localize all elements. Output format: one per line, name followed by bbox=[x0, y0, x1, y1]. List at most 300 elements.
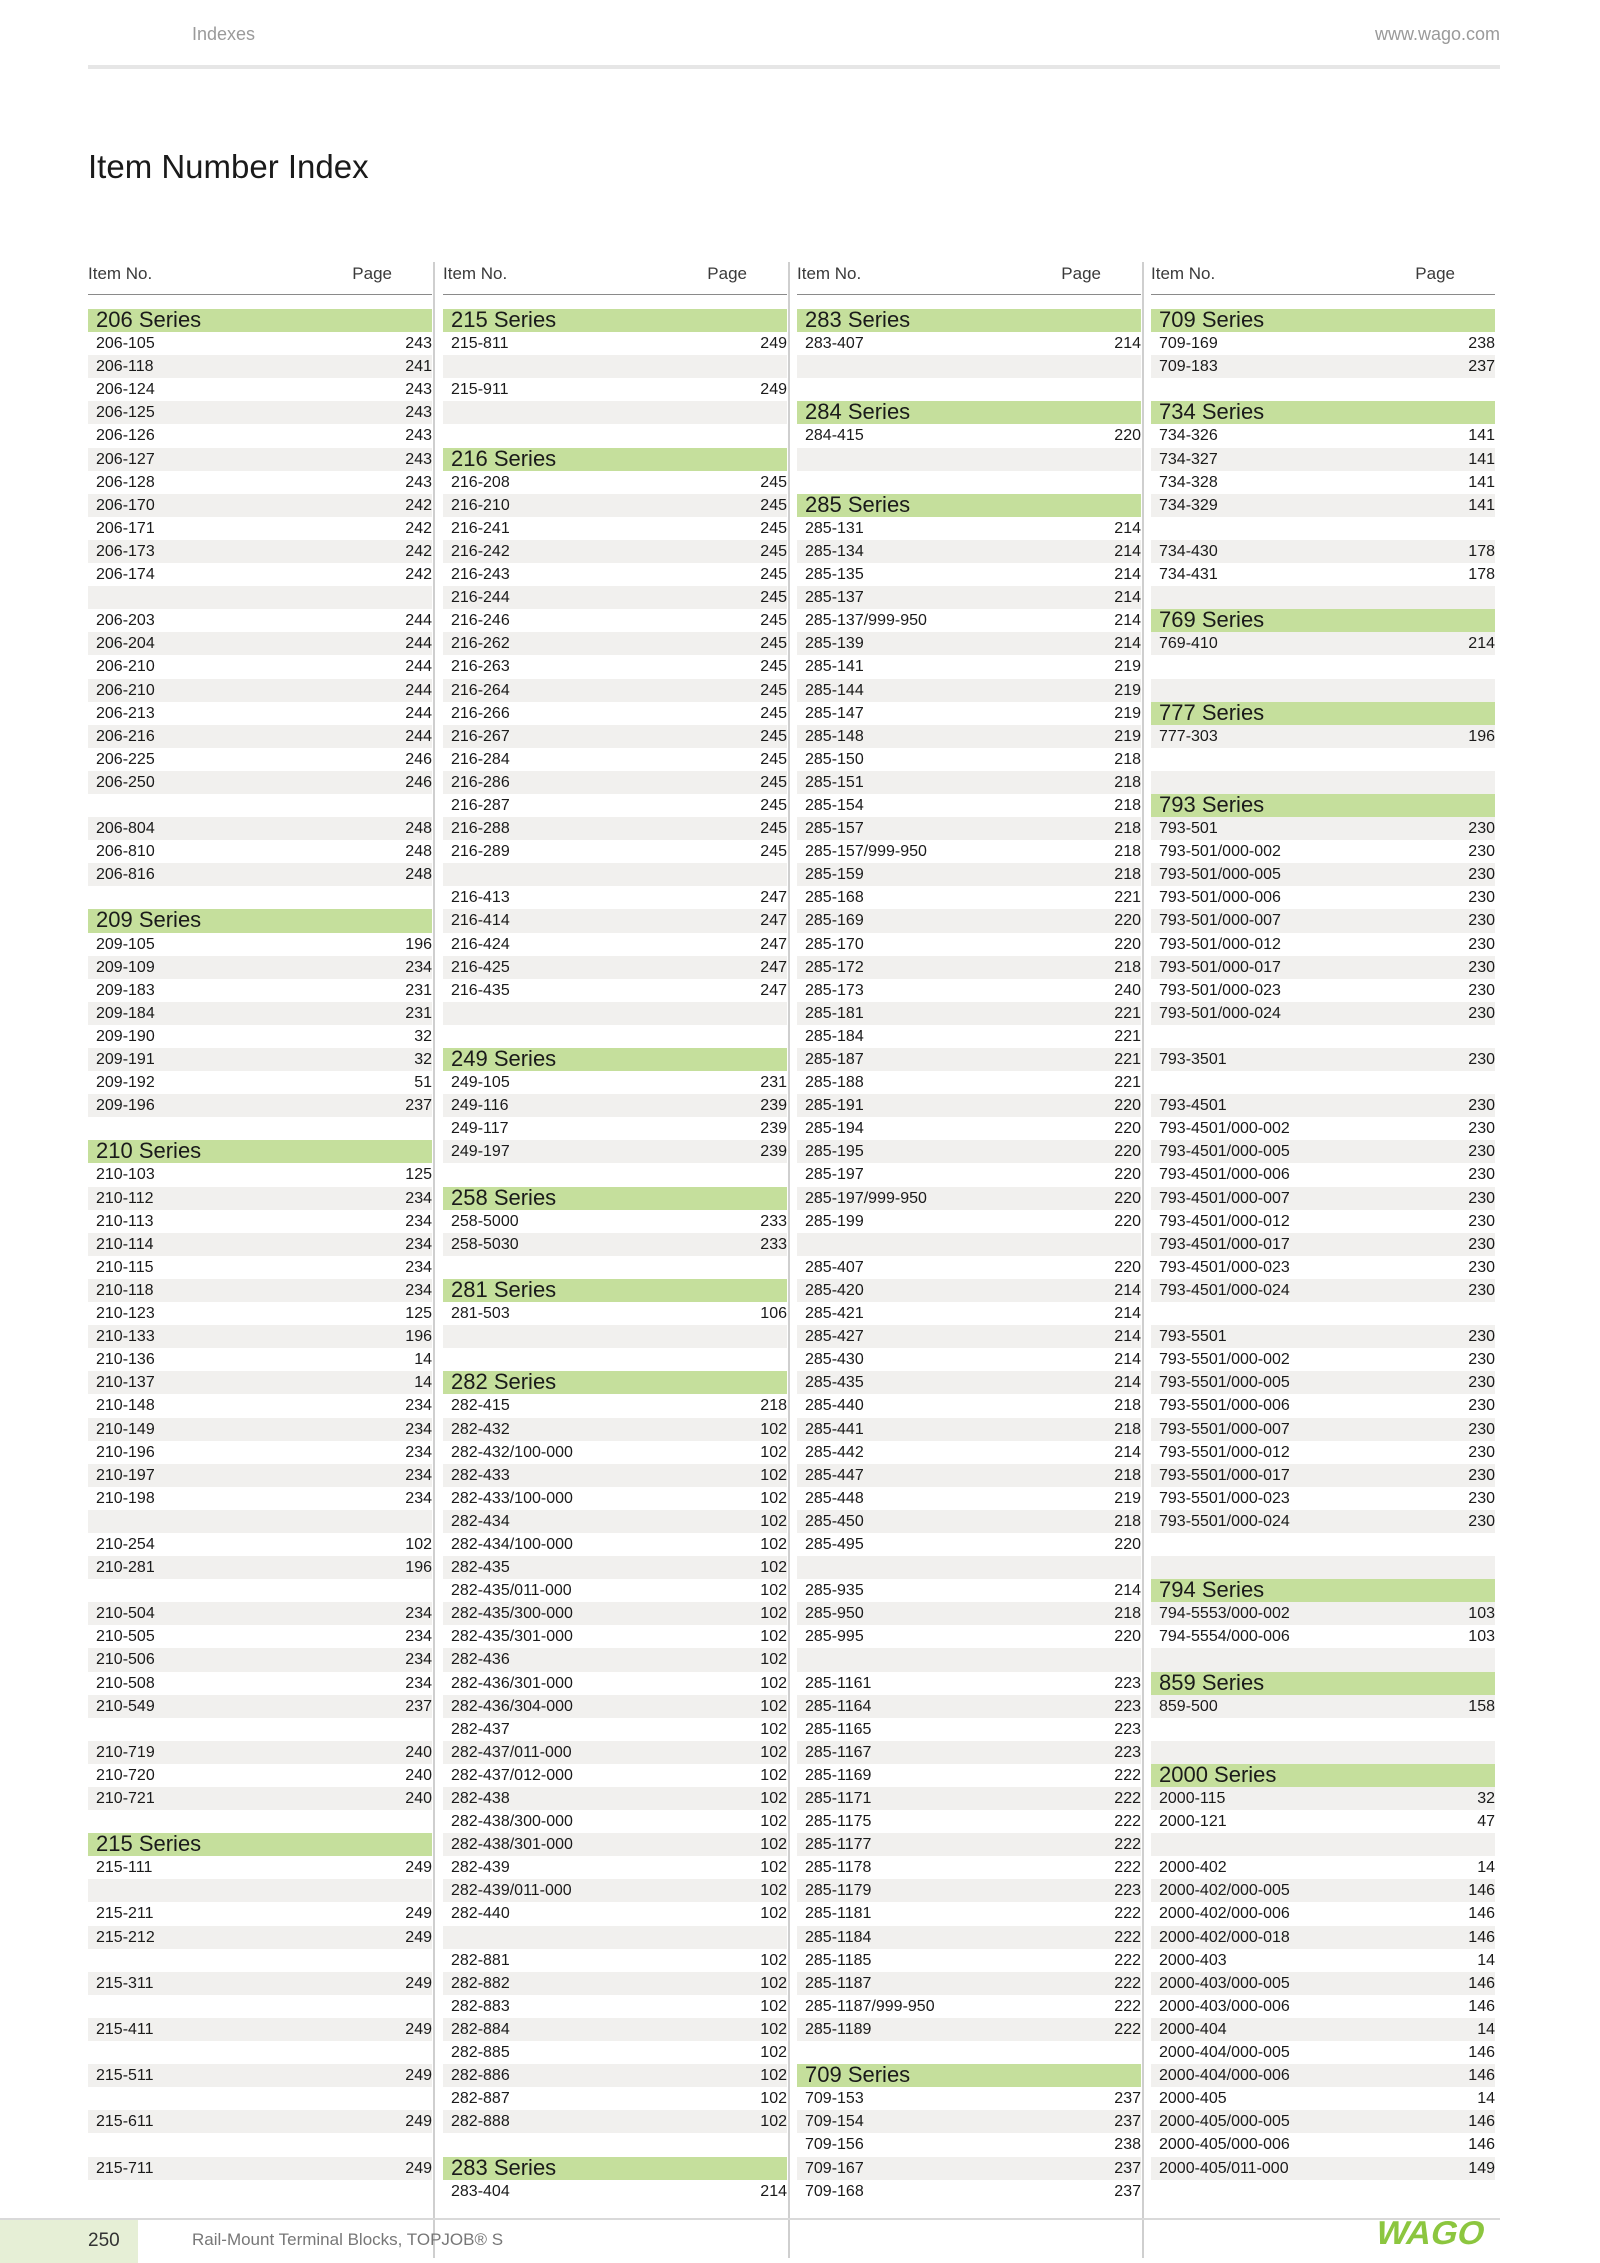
page-reference[interactable]: 230 bbox=[1468, 1351, 1495, 1369]
page-reference[interactable]: 230 bbox=[1468, 1004, 1495, 1022]
page-reference[interactable]: 234 bbox=[405, 1258, 432, 1276]
page-reference[interactable]: 14 bbox=[1477, 1951, 1495, 1969]
page-reference[interactable]: 248 bbox=[405, 866, 432, 884]
page-reference[interactable]: 221 bbox=[1114, 889, 1141, 907]
page-reference[interactable]: 102 bbox=[760, 2020, 787, 2038]
page-reference[interactable]: 222 bbox=[1114, 1766, 1141, 1784]
page-reference[interactable]: 146 bbox=[1468, 2044, 1495, 2062]
page-reference[interactable]: 141 bbox=[1468, 473, 1495, 491]
page-reference[interactable]: 196 bbox=[405, 1559, 432, 1577]
page-reference[interactable]: 234 bbox=[405, 1189, 432, 1207]
page-reference[interactable]: 246 bbox=[405, 773, 432, 791]
page-reference[interactable]: 220 bbox=[1114, 1143, 1141, 1161]
page-reference[interactable]: 102 bbox=[760, 1605, 787, 1623]
page-reference[interactable]: 222 bbox=[1114, 1928, 1141, 1946]
page-reference[interactable]: 102 bbox=[760, 1535, 787, 1553]
page-reference[interactable]: 239 bbox=[760, 1120, 787, 1138]
page-reference[interactable]: 146 bbox=[1468, 2067, 1495, 2085]
page-reference[interactable]: 230 bbox=[1468, 1489, 1495, 1507]
page-reference[interactable]: 218 bbox=[1114, 796, 1141, 814]
page-reference[interactable]: 237 bbox=[1114, 2159, 1141, 2177]
page-reference[interactable]: 102 bbox=[760, 2044, 787, 2062]
page-reference[interactable]: 218 bbox=[1114, 866, 1141, 884]
page-reference[interactable]: 222 bbox=[1114, 1790, 1141, 1807]
page-reference[interactable]: 249 bbox=[405, 1974, 432, 1992]
page-reference[interactable]: 220 bbox=[1114, 1258, 1141, 1276]
page-reference[interactable]: 47 bbox=[1477, 1813, 1495, 1831]
page-reference[interactable]: 221 bbox=[1114, 1004, 1141, 1022]
page-reference[interactable]: 248 bbox=[405, 820, 432, 838]
index-row bbox=[797, 1418, 1141, 1441]
page-reference[interactable]: 245 bbox=[760, 750, 787, 768]
item-number: 285-1167 bbox=[805, 1743, 872, 1761]
page-reference[interactable]: 196 bbox=[405, 1328, 432, 1346]
index-row bbox=[443, 1510, 787, 1533]
page-reference[interactable]: 230 bbox=[1468, 1258, 1495, 1276]
page-reference[interactable]: 222 bbox=[1114, 1859, 1141, 1877]
page-reference[interactable]: 240 bbox=[405, 1766, 432, 1784]
page-reference[interactable]: 249 bbox=[760, 335, 787, 353]
page-reference[interactable]: 230 bbox=[1468, 1212, 1495, 1230]
page-reference[interactable]: 102 bbox=[760, 2090, 787, 2108]
page-reference[interactable]: 102 bbox=[760, 1651, 787, 1669]
page-reference[interactable]: 230 bbox=[1468, 1397, 1495, 1415]
page-reference[interactable]: 234 bbox=[405, 1235, 432, 1253]
item-number: 734-430 bbox=[1159, 542, 1218, 560]
item-number: 285-495 bbox=[805, 1535, 864, 1553]
index-row bbox=[797, 933, 1141, 956]
page-reference[interactable]: 102 bbox=[760, 1628, 787, 1646]
page-reference[interactable]: 247 bbox=[760, 958, 787, 976]
index-row bbox=[88, 1279, 432, 1302]
page-reference[interactable]: 242 bbox=[405, 496, 432, 514]
page-reference[interactable]: 231 bbox=[760, 1074, 787, 1092]
page-reference[interactable]: 247 bbox=[760, 935, 787, 953]
page-reference[interactable]: 230 bbox=[1468, 1466, 1495, 1484]
page-reference[interactable]: 214 bbox=[1114, 566, 1141, 584]
item-number: 285-440 bbox=[805, 1397, 864, 1415]
page-reference[interactable]: 230 bbox=[1468, 1097, 1495, 1115]
page-reference[interactable]: 220 bbox=[1114, 1166, 1141, 1184]
page-reference[interactable]: 146 bbox=[1468, 1997, 1495, 2015]
page-reference[interactable]: 196 bbox=[1468, 727, 1495, 745]
blank-row bbox=[797, 355, 1141, 378]
page-reference[interactable]: 249 bbox=[405, 2020, 432, 2038]
page-reference[interactable]: 245 bbox=[760, 635, 787, 653]
page-reference[interactable]: 51 bbox=[414, 1074, 432, 1092]
page-reference[interactable]: 243 bbox=[405, 427, 432, 445]
page-reference[interactable]: 234 bbox=[405, 1489, 432, 1507]
page-reference[interactable]: 230 bbox=[1468, 1051, 1495, 1068]
page-reference[interactable]: 237 bbox=[1114, 2113, 1141, 2131]
page-reference[interactable]: 248 bbox=[405, 843, 432, 861]
page-reference[interactable]: 149 bbox=[1468, 2159, 1495, 2177]
item-number: 216-289 bbox=[451, 843, 510, 861]
page-reference[interactable]: 214 bbox=[1114, 335, 1141, 353]
page-reference[interactable]: 244 bbox=[405, 658, 432, 676]
page-reference[interactable]: 214 bbox=[1114, 612, 1141, 630]
index-row bbox=[797, 1348, 1141, 1371]
page-reference[interactable]: 245 bbox=[760, 704, 787, 722]
index-row bbox=[443, 725, 787, 748]
page-reference[interactable]: 245 bbox=[760, 473, 787, 491]
page-reference[interactable]: 102 bbox=[405, 1535, 432, 1553]
page-reference[interactable]: 219 bbox=[1114, 1489, 1141, 1507]
page-reference[interactable]: 237 bbox=[1114, 2090, 1141, 2108]
page-reference[interactable]: 102 bbox=[760, 1559, 787, 1577]
page-reference[interactable]: 218 bbox=[760, 1397, 787, 1415]
page-reference[interactable]: 230 bbox=[1468, 1328, 1495, 1346]
blank-row bbox=[1151, 1741, 1495, 1764]
blank-row bbox=[797, 471, 1141, 494]
page-reference[interactable]: 234 bbox=[405, 1466, 432, 1484]
page-reference[interactable]: 231 bbox=[405, 981, 432, 999]
page-reference[interactable]: 223 bbox=[1114, 1674, 1141, 1692]
page-reference[interactable]: 234 bbox=[405, 1212, 432, 1230]
page-reference[interactable]: 102 bbox=[760, 1813, 787, 1831]
page-reference[interactable]: 32 bbox=[1477, 1790, 1495, 1807]
page-reference[interactable]: 249 bbox=[405, 1905, 432, 1923]
item-number: 285-168 bbox=[805, 889, 864, 907]
page-reference[interactable]: 245 bbox=[760, 773, 787, 791]
index-row bbox=[1151, 1117, 1495, 1140]
page-reference[interactable]: 102 bbox=[760, 1836, 787, 1854]
item-number: 210-115 bbox=[96, 1258, 154, 1276]
header-website-link[interactable]: www.wago.com bbox=[1374, 24, 1500, 44]
page-reference[interactable]: 219 bbox=[1114, 681, 1141, 699]
page-reference[interactable]: 244 bbox=[405, 704, 432, 722]
page-reference[interactable]: 102 bbox=[760, 1420, 787, 1438]
page-reference[interactable]: 14 bbox=[1477, 1859, 1495, 1877]
page-reference[interactable]: 249 bbox=[405, 1859, 432, 1877]
page-reference[interactable]: 220 bbox=[1114, 1189, 1141, 1207]
page-reference[interactable]: 237 bbox=[1114, 2182, 1141, 2200]
blank-row bbox=[443, 1163, 787, 1186]
page-reference[interactable]: 231 bbox=[405, 1004, 432, 1022]
page-reference[interactable]: 249 bbox=[405, 1928, 432, 1946]
page-reference[interactable]: 214 bbox=[1114, 635, 1141, 653]
page-reference[interactable]: 219 bbox=[1114, 658, 1141, 676]
item-number: 285-137/999-950 bbox=[805, 612, 927, 630]
page-reference[interactable]: 214 bbox=[760, 2182, 787, 2200]
page-reference[interactable]: 245 bbox=[760, 612, 787, 630]
page-reference[interactable]: 218 bbox=[1114, 1605, 1141, 1623]
page-reference[interactable]: 102 bbox=[760, 2113, 787, 2131]
page-reference[interactable]: 214 bbox=[1114, 1281, 1141, 1299]
page-reference[interactable]: 234 bbox=[405, 1397, 432, 1415]
page-reference[interactable]: 240 bbox=[405, 1743, 432, 1761]
page-reference[interactable]: 245 bbox=[760, 727, 787, 745]
page-reference[interactable]: 230 bbox=[1468, 958, 1495, 976]
page-reference[interactable]: 243 bbox=[405, 450, 432, 468]
page-reference[interactable]: 102 bbox=[760, 1697, 787, 1715]
page-reference[interactable]: 146 bbox=[1468, 1882, 1495, 1900]
page-reference[interactable]: 14 bbox=[1477, 2020, 1495, 2038]
page-reference[interactable]: 230 bbox=[1468, 1120, 1495, 1138]
index-row bbox=[443, 1117, 787, 1140]
page-reference[interactable]: 230 bbox=[1468, 1235, 1495, 1253]
page-reference[interactable]: 245 bbox=[760, 496, 787, 514]
page-reference[interactable]: 230 bbox=[1468, 889, 1495, 907]
page-reference[interactable]: 103 bbox=[1468, 1605, 1495, 1623]
page-reference[interactable]: 178 bbox=[1468, 542, 1495, 560]
page-reference[interactable]: 233 bbox=[760, 1212, 787, 1230]
page-reference[interactable]: 214 bbox=[1114, 589, 1141, 607]
page-reference[interactable]: 249 bbox=[405, 2067, 432, 2085]
page-reference[interactable]: 223 bbox=[1114, 1882, 1141, 1900]
page-reference[interactable]: 221 bbox=[1114, 1074, 1141, 1092]
page-reference[interactable]: 214 bbox=[1114, 1305, 1141, 1323]
page-reference[interactable]: 230 bbox=[1468, 1420, 1495, 1438]
index-row bbox=[443, 979, 787, 1002]
item-number: 285-950 bbox=[805, 1605, 864, 1623]
page-reference[interactable]: 230 bbox=[1468, 1189, 1495, 1207]
page-reference[interactable]: 218 bbox=[1114, 773, 1141, 791]
page-reference[interactable]: 158 bbox=[1468, 1697, 1495, 1715]
page-reference[interactable]: 102 bbox=[760, 1512, 787, 1530]
page-reference[interactable]: 218 bbox=[1114, 958, 1141, 976]
series-heading-label: 734 Series bbox=[1159, 399, 1265, 425]
item-number: 210-123 bbox=[96, 1305, 155, 1323]
page-reference[interactable]: 146 bbox=[1468, 2136, 1495, 2154]
page-reference[interactable]: 141 bbox=[1468, 496, 1495, 514]
item-number: 282-435/301-000 bbox=[451, 1628, 573, 1646]
page-reference[interactable]: 14 bbox=[414, 1374, 432, 1392]
page-reference[interactable]: 214 bbox=[1114, 1328, 1141, 1346]
index-row bbox=[443, 2110, 787, 2133]
page-reference[interactable]: 239 bbox=[760, 1143, 787, 1161]
page-reference[interactable]: 245 bbox=[760, 589, 787, 607]
page-reference[interactable]: 14 bbox=[414, 1351, 432, 1369]
page-reference[interactable]: 241 bbox=[405, 358, 432, 376]
page-reference[interactable]: 102 bbox=[760, 1582, 787, 1600]
page-reference[interactable]: 223 bbox=[1114, 1720, 1141, 1738]
item-number: 285-1184 bbox=[805, 1928, 872, 1946]
page-reference[interactable]: 223 bbox=[1114, 1743, 1141, 1761]
item-number: 215-911 bbox=[451, 381, 509, 399]
index-row bbox=[443, 332, 787, 355]
page-reference[interactable]: 32 bbox=[414, 1051, 432, 1068]
page-reference[interactable]: 220 bbox=[1114, 427, 1141, 445]
page-reference[interactable]: 214 bbox=[1114, 1351, 1141, 1369]
page-reference[interactable]: 103 bbox=[1468, 1628, 1495, 1646]
page-reference[interactable]: 218 bbox=[1114, 750, 1141, 768]
page-reference[interactable]: 243 bbox=[405, 404, 432, 422]
page-reference[interactable]: 243 bbox=[405, 473, 432, 491]
page-reference[interactable]: 218 bbox=[1114, 1420, 1141, 1438]
page-reference[interactable]: 32 bbox=[414, 1027, 432, 1045]
page-reference[interactable]: 214 bbox=[1114, 1443, 1141, 1461]
page-reference[interactable]: 230 bbox=[1468, 1443, 1495, 1461]
page-reference[interactable]: 146 bbox=[1468, 1905, 1495, 1923]
page-reference[interactable]: 238 bbox=[1468, 335, 1495, 353]
page-reference[interactable]: 234 bbox=[405, 1443, 432, 1461]
page-reference[interactable]: 214 bbox=[1114, 519, 1141, 537]
page-reference[interactable]: 14 bbox=[1477, 2090, 1495, 2108]
page-reference[interactable]: 141 bbox=[1468, 427, 1495, 445]
page-reference[interactable]: 102 bbox=[760, 1859, 787, 1877]
page-reference[interactable]: 222 bbox=[1114, 1974, 1141, 1992]
page-reference[interactable]: 102 bbox=[760, 1882, 787, 1900]
page-reference[interactable]: 234 bbox=[405, 958, 432, 976]
page-reference[interactable]: 244 bbox=[405, 681, 432, 699]
page-reference[interactable]: 243 bbox=[405, 335, 432, 353]
item-number: 859-500 bbox=[1159, 1697, 1218, 1715]
page-reference[interactable]: 106 bbox=[760, 1305, 787, 1323]
page-reference[interactable]: 221 bbox=[1114, 1051, 1141, 1068]
page-reference[interactable]: 244 bbox=[405, 612, 432, 630]
page-reference[interactable]: 125 bbox=[405, 1305, 432, 1323]
page-reference[interactable]: 220 bbox=[1114, 1212, 1141, 1230]
blank-row bbox=[88, 1995, 432, 2018]
page-reference[interactable]: 242 bbox=[405, 566, 432, 584]
page-reference[interactable]: 230 bbox=[1468, 1281, 1495, 1299]
page-reference[interactable]: 221 bbox=[1114, 1027, 1141, 1045]
page-reference[interactable]: 242 bbox=[405, 519, 432, 537]
page-reference[interactable]: 222 bbox=[1114, 1813, 1141, 1831]
page-reference[interactable]: 230 bbox=[1468, 935, 1495, 953]
page-reference[interactable]: 247 bbox=[760, 889, 787, 907]
page-reference[interactable]: 218 bbox=[1114, 1466, 1141, 1484]
page-reference[interactable]: 222 bbox=[1114, 1836, 1141, 1854]
item-number: 285-1171 bbox=[805, 1790, 872, 1807]
page-reference[interactable]: 141 bbox=[1468, 450, 1495, 468]
page-reference[interactable]: 102 bbox=[760, 2067, 787, 2085]
page-reference[interactable]: 102 bbox=[760, 1974, 787, 1992]
page-reference[interactable]: 237 bbox=[405, 1097, 432, 1115]
page-reference[interactable]: 246 bbox=[405, 750, 432, 768]
page-reference[interactable]: 239 bbox=[760, 1097, 787, 1115]
page-reference[interactable]: 242 bbox=[405, 542, 432, 560]
page-reference[interactable]: 219 bbox=[1114, 727, 1141, 745]
page-reference[interactable]: 102 bbox=[760, 1905, 787, 1923]
page-reference[interactable]: 214 bbox=[1114, 542, 1141, 560]
page-reference[interactable]: 222 bbox=[1114, 1997, 1141, 2015]
page-reference[interactable]: 222 bbox=[1114, 1905, 1141, 1923]
page-reference[interactable]: 245 bbox=[760, 519, 787, 537]
page-reference[interactable]: 230 bbox=[1468, 1143, 1495, 1161]
page-reference[interactable]: 218 bbox=[1114, 1512, 1141, 1530]
page-reference[interactable]: 244 bbox=[405, 727, 432, 745]
page-reference[interactable]: 219 bbox=[1114, 704, 1141, 722]
page-reference[interactable]: 102 bbox=[760, 1720, 787, 1738]
page-reference[interactable]: 218 bbox=[1114, 1397, 1141, 1415]
page-reference[interactable]: 234 bbox=[405, 1628, 432, 1646]
page-reference[interactable]: 245 bbox=[760, 820, 787, 838]
page-reference[interactable]: 214 bbox=[1468, 635, 1495, 653]
page-reference[interactable]: 102 bbox=[760, 1790, 787, 1807]
page-reference[interactable]: 234 bbox=[405, 1281, 432, 1299]
page-reference[interactable]: 220 bbox=[1114, 1097, 1141, 1115]
page-reference[interactable]: 214 bbox=[1114, 1374, 1141, 1392]
page-reference[interactable]: 102 bbox=[760, 1443, 787, 1461]
page-reference[interactable]: 249 bbox=[405, 2113, 432, 2131]
item-number: 709-153 bbox=[805, 2090, 864, 2108]
page-reference[interactable]: 102 bbox=[760, 1466, 787, 1484]
page-reference[interactable]: 245 bbox=[760, 542, 787, 560]
page-reference[interactable]: 102 bbox=[760, 1674, 787, 1692]
page-reference[interactable]: 196 bbox=[405, 935, 432, 953]
index-row bbox=[1151, 2064, 1495, 2087]
page-reference[interactable]: 249 bbox=[405, 2159, 432, 2177]
series-heading bbox=[797, 491, 1141, 517]
page-reference[interactable]: 243 bbox=[405, 381, 432, 399]
page-reference[interactable]: 230 bbox=[1468, 1512, 1495, 1530]
page-reference[interactable]: 222 bbox=[1114, 1951, 1141, 1969]
page-reference[interactable]: 244 bbox=[405, 635, 432, 653]
page-reference[interactable]: 102 bbox=[760, 1489, 787, 1507]
page-reference[interactable]: 222 bbox=[1114, 2020, 1141, 2038]
page-reference[interactable]: 230 bbox=[1468, 1166, 1495, 1184]
footer-page-number: 250 bbox=[88, 2230, 120, 2251]
page-reference[interactable]: 233 bbox=[760, 1235, 787, 1253]
page-reference[interactable]: 245 bbox=[760, 566, 787, 584]
page-reference[interactable]: 125 bbox=[405, 1166, 432, 1184]
page-reference[interactable]: 234 bbox=[405, 1651, 432, 1669]
item-number: 215-811 bbox=[451, 335, 509, 353]
index-row bbox=[443, 679, 787, 702]
page-reference[interactable]: 146 bbox=[1468, 1928, 1495, 1946]
page-reference[interactable]: 237 bbox=[405, 1697, 432, 1715]
page-reference[interactable]: 218 bbox=[1114, 820, 1141, 838]
page-reference[interactable]: 218 bbox=[1114, 843, 1141, 861]
page-reference[interactable]: 230 bbox=[1468, 820, 1495, 838]
page-reference[interactable]: 214 bbox=[1114, 1582, 1141, 1600]
item-number: 2000-404/000-006 bbox=[1159, 2067, 1290, 2085]
page-reference[interactable]: 102 bbox=[760, 1951, 787, 1969]
page-reference[interactable]: 245 bbox=[760, 658, 787, 676]
page-reference[interactable]: 234 bbox=[405, 1674, 432, 1692]
page-reference[interactable]: 102 bbox=[760, 1766, 787, 1784]
item-number: 249-197 bbox=[451, 1143, 510, 1161]
page-reference[interactable]: 230 bbox=[1468, 981, 1495, 999]
page-reference[interactable]: 223 bbox=[1114, 1697, 1141, 1715]
page-reference[interactable]: 234 bbox=[405, 1420, 432, 1438]
page-reference[interactable]: 237 bbox=[1468, 358, 1495, 376]
page-reference[interactable]: 178 bbox=[1468, 566, 1495, 584]
page-reference[interactable]: 146 bbox=[1468, 1974, 1495, 1992]
page-reference[interactable]: 230 bbox=[1468, 866, 1495, 884]
page-reference[interactable]: 102 bbox=[760, 1997, 787, 2015]
item-number: 285-427 bbox=[805, 1328, 864, 1346]
page-reference[interactable]: 220 bbox=[1114, 935, 1141, 953]
item-number: 793-5501/000-005 bbox=[1159, 1374, 1290, 1392]
page-reference[interactable]: 247 bbox=[760, 912, 787, 930]
page-reference[interactable]: 230 bbox=[1468, 843, 1495, 861]
page-reference[interactable]: 220 bbox=[1114, 1120, 1141, 1138]
page-reference[interactable]: 245 bbox=[760, 843, 787, 861]
page-reference[interactable]: 220 bbox=[1114, 1628, 1141, 1646]
page-reference[interactable]: 240 bbox=[1114, 981, 1141, 999]
page-reference[interactable]: 230 bbox=[1468, 912, 1495, 930]
page-reference[interactable]: 102 bbox=[760, 1743, 787, 1761]
page-reference[interactable]: 230 bbox=[1468, 1374, 1495, 1392]
column-header-item-label: Item No. bbox=[443, 264, 508, 283]
page-reference[interactable]: 238 bbox=[1114, 2136, 1141, 2154]
page-reference[interactable]: 249 bbox=[760, 381, 787, 399]
page-reference[interactable]: 220 bbox=[1114, 1535, 1141, 1553]
page-reference[interactable]: 234 bbox=[405, 1605, 432, 1623]
index-row bbox=[797, 563, 1141, 586]
page-reference[interactable]: 247 bbox=[760, 981, 787, 999]
page-reference[interactable]: 240 bbox=[405, 1790, 432, 1807]
index-row bbox=[797, 2133, 1141, 2156]
page-reference[interactable]: 245 bbox=[760, 681, 787, 699]
page-reference[interactable]: 220 bbox=[1114, 912, 1141, 930]
page-reference[interactable]: 146 bbox=[1468, 2113, 1495, 2131]
page-reference[interactable]: 245 bbox=[760, 796, 787, 814]
item-number: 210-254 bbox=[96, 1535, 155, 1553]
